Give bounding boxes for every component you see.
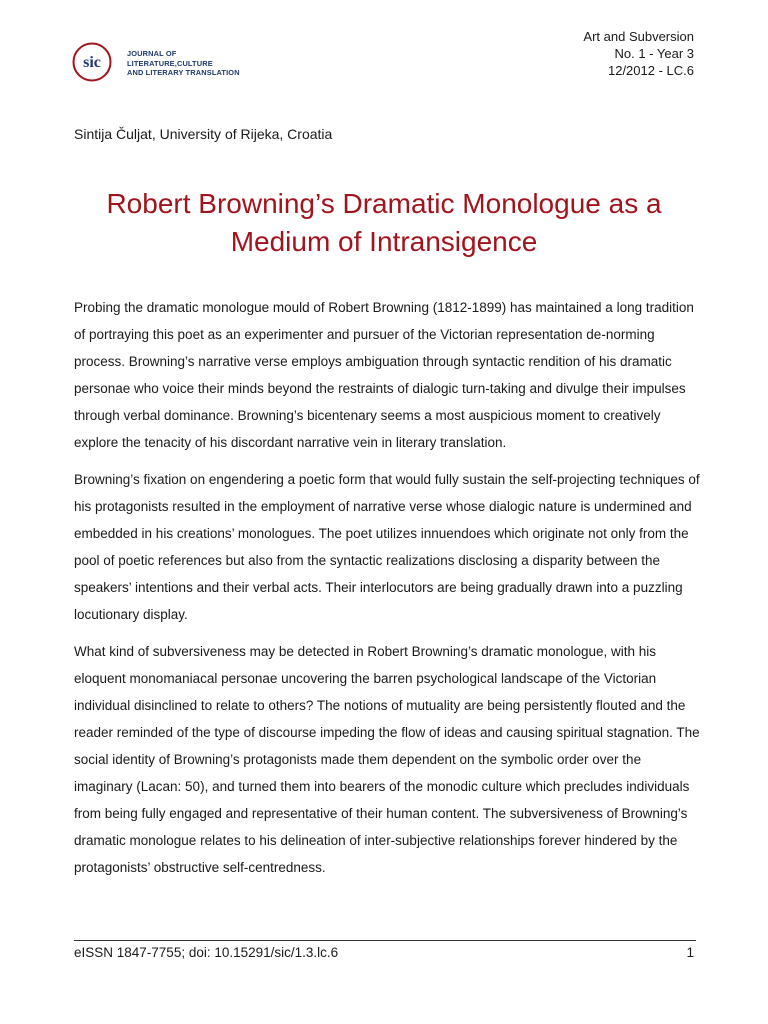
paragraph-3: What kind of subversiveness may be detected in Robert Browning’s dramatic monologue, with his eloquent monomaniacal personae uncovering the barren psychological landscape of the Victorian individual disinclined to relate to others? The notions of mutuality are being persistently flouted and the reader reminded of the type of discourse impeding the flow of ideas and causing spiritual stagnation. The social identity of Browning’s protagonists made them dependent on the symbolic order over the imaginary (Lacan: 50), and turned them into bearers of the monodic culture which precludes individuals from being fully engaged and representative of their human content. The subversiveness of Browning’s dramatic monologue relates to his delineation of inter-subjective relationships forever hindered by the protagonists’ obstructive self-centredness. <box>74 644 700 875</box>
issue-number: No. 1 - Year 3 <box>614 46 694 61</box>
article-body <box>74 294 700 891</box>
sic-logo-icon <box>72 42 112 82</box>
paragraph-1: Probing the dramatic monologue mould of Robert Browning (1812-1899) has maintained a long tradition of portraying this poet as an experimenter and pursuer of the Victorian representation de-norming process. Browning’s narrative verse employs ambiguation through syntactic rendition of his dramatic personae who voice their minds beyond the restraints of dialogic turn-taking and divulge their impulses through verbal dominance. Browning’s bicentenary seems a most auspicious moment to creatively explore the tenacity of his discordant narrative vein in literary translation. <box>74 300 694 450</box>
journal-logo <box>72 42 262 84</box>
page-number: 1 <box>686 945 694 960</box>
issue-date: 12/2012 - LC.6 <box>607 63 694 78</box>
logo-journal-name <box>127 49 240 78</box>
article-title: Robert Browning’s Dramatic Monologue as a Medium of Intransigence <box>106 188 662 257</box>
paragraph-2: Browning’s fixation on engendering a poetic form that would fully sustain the self-projecting techniques of his protagonists resulted in the employment of narrative verse whose dialogic nature is undermined and embedded in his creations’ monologues. The poet utilizes innuendoes which originate not only from the pool of poetic references but also from the syntactic realizations disclosing a disparity between the speakers’ intentions and their verbal acts. Their interlocutors are being gradually drawn into a puzzling locutionary display. <box>74 472 700 622</box>
footer-issn-doi: eISSN 1847-7755; doi: 10.15291/sic/1.3.lc.6 <box>74 945 339 960</box>
logo-line-3: AND LITERARY TRANSLATION <box>127 68 240 77</box>
footer-divider <box>74 940 696 941</box>
issue-info <box>583 28 694 79</box>
author-affiliation: Sintija Čuljat, University of Rijeka, Croatia <box>74 126 333 142</box>
logo-mark: sic <box>83 54 101 71</box>
logo-line-1: JOURNAL OF <box>127 49 177 58</box>
logo-line-2: LITERATURE,CULTURE <box>127 58 213 68</box>
issue-theme: Art and Subversion <box>583 29 694 44</box>
